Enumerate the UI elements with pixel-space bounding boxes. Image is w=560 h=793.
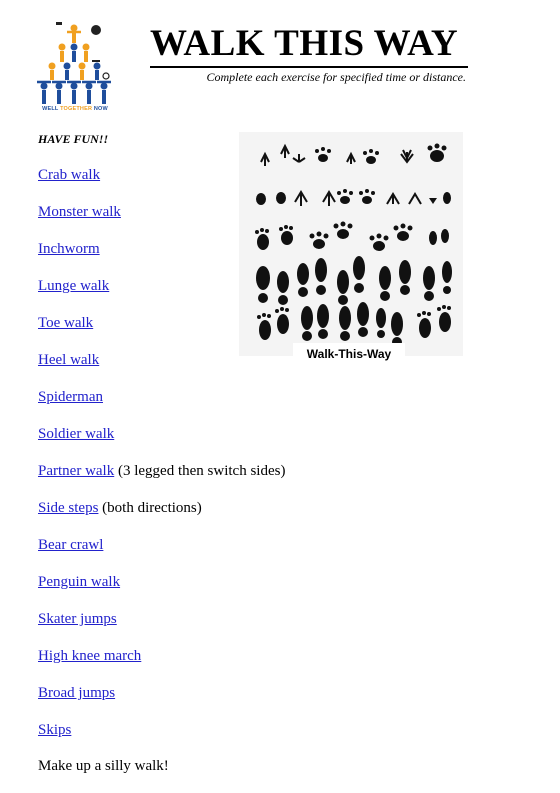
exercise-link[interactable]: Penguin walk <box>38 574 121 590</box>
figure-caption: Walk-This-Way <box>293 343 405 365</box>
list-item <box>38 388 285 425</box>
well-together-now-logo <box>34 16 116 116</box>
list-item <box>38 647 285 684</box>
list-item <box>38 351 285 388</box>
exercise-link[interactable]: Bear crawl <box>38 537 104 553</box>
exercise-link[interactable]: Skater jumps <box>38 611 117 627</box>
list-item <box>38 721 285 758</box>
page-title: WALK THIS WAY <box>150 22 468 68</box>
page-subtitle: Complete each exercise for specified time or distance. <box>206 70 466 84</box>
exercise-link[interactable]: Heel walk <box>38 352 100 368</box>
list-item <box>38 536 285 573</box>
exercise-link[interactable]: High knee march <box>38 648 142 664</box>
footprints-icon <box>239 132 463 356</box>
list-item <box>38 610 285 647</box>
exercise-link[interactable]: Toe walk <box>38 315 94 331</box>
exercise-link[interactable]: Spiderman <box>38 389 103 405</box>
footprints-image <box>239 132 463 356</box>
exercise-link[interactable]: Partner walk <box>38 463 115 479</box>
list-item <box>38 462 285 499</box>
list-item <box>38 425 285 462</box>
exercise-link[interactable]: Soldier walk <box>38 426 115 442</box>
exercise-link[interactable]: Monster walk <box>38 204 121 220</box>
exercise-link[interactable]: Crab walk <box>38 167 101 183</box>
list-item <box>38 573 285 610</box>
exercise-note: (both directions) <box>98 500 202 516</box>
exercise-link[interactable]: Lunge walk <box>38 278 110 294</box>
exercise-link[interactable]: Inchworm <box>38 241 100 257</box>
exercise-link[interactable]: Skips <box>38 722 72 738</box>
people-pyramid-icon <box>34 16 116 106</box>
closing-text: Make up a silly walk! <box>38 758 169 774</box>
exercise-link[interactable]: Side steps <box>38 500 99 516</box>
list-item <box>38 499 285 536</box>
exercise-note: (3 legged then switch sides) <box>114 463 286 479</box>
logo-text: WELL TOGETHER NOW <box>42 106 108 112</box>
have-fun-text: HAVE FUN!! <box>38 132 109 146</box>
exercise-link[interactable]: Broad jumps <box>38 685 116 701</box>
list-item <box>38 684 285 721</box>
